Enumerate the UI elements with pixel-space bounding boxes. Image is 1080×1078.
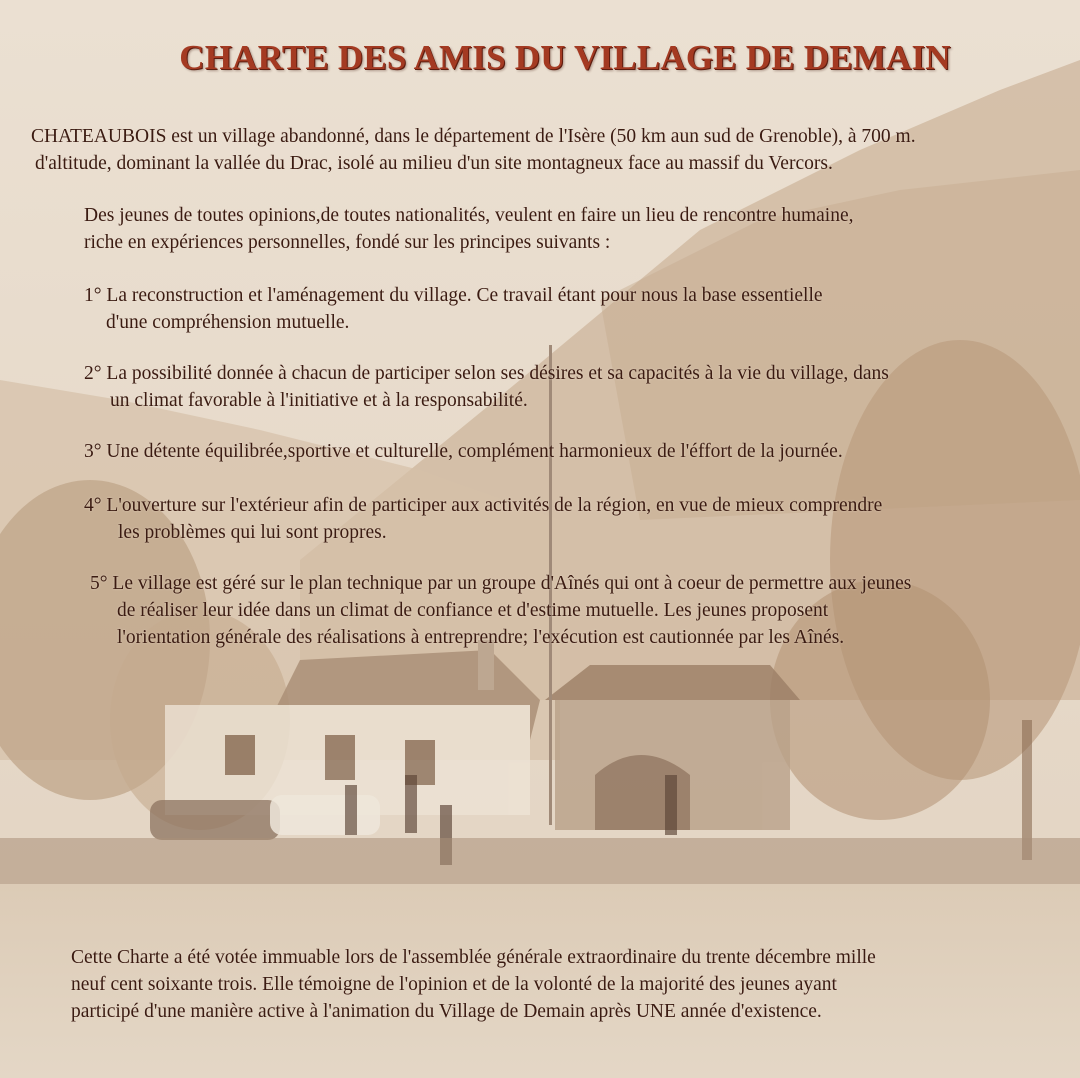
principle-3: [84, 438, 843, 465]
closing-line-2: neuf cent soixante trois. Elle témoigne de l'opinion et de la volonté de la majorité des jeunes ayant: [71, 974, 837, 995]
principle-5-line-1: 5° Le village est géré sur le plan technique par un groupe d'Aînés qui ont à coeur de permettre aux jeunes: [90, 573, 912, 594]
principle-3-line-1: 3° Une détente équilibrée,sportive et culturelle, complément harmonieux de l'éffort de la journée.: [84, 441, 843, 462]
charter-title: CHARTE DES AMIS DU VILLAGE DE DEMAIN: [179, 38, 951, 77]
preamble-line-2: riche en expériences personnelles, fondé sur les principes suivants :: [84, 232, 611, 253]
closing-line-1: Cette Charte a été votée immuable lors de l'assemblée générale extraordinaire du trente décembre mille: [71, 947, 876, 968]
principle-5-line-2: de réaliser leur idée dans un climat de confiance et d'estime mutuelle. Les jeunes proposent: [117, 600, 829, 621]
intro-line-2: d'altitude, dominant la vallée du Drac, isolé au milieu d'un site montagneux face au massif du Vercors.: [35, 153, 833, 174]
intro-paragraph: [31, 123, 916, 177]
closing-line-3: participé d'une manière active à l'animation du Village de Demain après UNE année d'existence.: [71, 1001, 822, 1022]
closing-paragraph: [71, 944, 876, 1025]
principle-4: [84, 492, 882, 546]
principle-5-line-3: l'orientation générale des réalisations à entreprendre; l'exécution est cautionnée par les Aînés.: [117, 627, 845, 648]
principle-2-line-2: un climat favorable à l'initiative et à la responsabilité.: [110, 390, 528, 411]
principle-2: [84, 360, 889, 414]
car: [150, 800, 280, 840]
principle-2-line-1: 2° La possibilité donnée à chacun de participer selon ses désires et sa capacités à la vie du village, dans: [84, 363, 889, 384]
principle-1-line-1: 1° La reconstruction et l'aménagement du village. Ce travail étant pour nous la base essentielle: [84, 285, 823, 306]
principle-5: [90, 570, 911, 651]
preamble-paragraph: [84, 202, 853, 256]
principle-4-line-2: les problèmes qui lui sont propres.: [118, 522, 387, 543]
stone-wall: [0, 838, 1080, 884]
intro-line-1: CHATEAUBOIS est un village abandonné, dans le département de l'Isère (50 km aun sud de Grenoble), à 700 m.: [31, 126, 916, 147]
preamble-line-1: Des jeunes de toutes opinions,de toutes nationalités, veulent en faire un lieu de rencontre humaine,: [84, 205, 854, 226]
principle-4-line-1: 4° L'ouverture sur l'extérieur afin de participer aux activités de la région, en vue de mieux comprendre: [84, 495, 883, 516]
principle-1: [84, 282, 823, 336]
principle-1-line-2: d'une compréhension mutuelle.: [106, 312, 350, 333]
